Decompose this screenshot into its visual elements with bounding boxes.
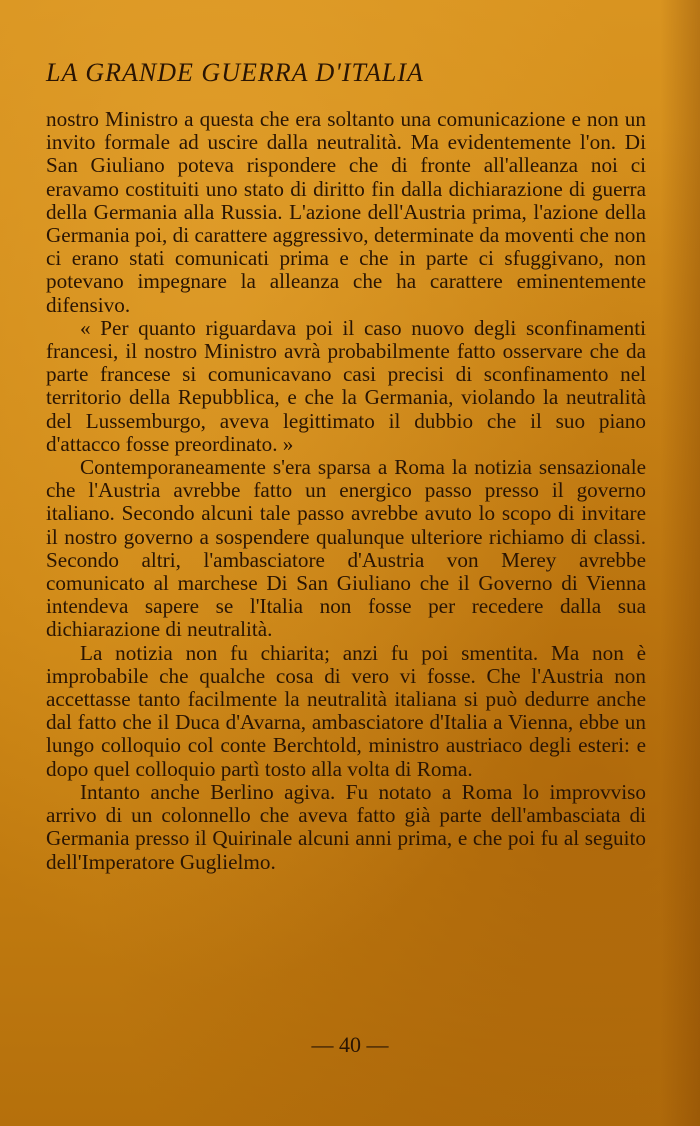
page-edge-shadow bbox=[660, 0, 700, 1126]
paragraph-2: « Per quanto riguardava poi il caso nuovo degli sconfinamenti francesi, il nostro Ministro avrà probabilmente fatto osservare che da parte francese si comunicavano casi precisi di sconfinamento nel territorio della Repubblica, e che la Germania, violando la neutralità del Lussemburgo, aveva legittimato il dubbio che il suo piano d'attacco fosse preordinato. » bbox=[46, 315, 646, 456]
paragraph-5: Intanto anche Berlino agiva. Fu notato a Roma lo improvviso arrivo di un colonnello che aveva fatto già parte dell'ambasciata di Germania presso il Quirinale alcuni anni prima, e che poi fu al seguito dell'Imperatore Guglielmo. bbox=[46, 779, 646, 874]
paragraph-1: nostro Ministro a questa che era soltanto una comunicazione e non un invito formale ad uscire dalla neutralità. Ma evidentemente l'on. Di San Giuliano poteva rispondere che di fronte all'alleanza noi ci eravamo costituiti uno stato di diritto fin dalla dichiarazione di guerra della Germania alla Russia. L'azione dell'Austria prima, l'azione della Germania poi, di carattere aggressivo, determinate da moventi che non ci erano stati comunicati prima e che in parte ci sfuggivano, non potevano impegnare la alleanza che ha carattere eminentemente difensivo. bbox=[46, 107, 646, 317]
paragraph-4: La notizia non fu chiarita; anzi fu poi smentita. Ma non è improbabile che qualche cosa di vero vi fosse. Che l'Austria non accettasse tanto facilmente la neutralità italiana si può dedurre anche dal fatto che il Duca d'Avarna, ambasciatore d'Italia a Vienna, ebbe un lungo colloquio col conte Berchtold, ministro austriaco degli esteri: e dopo quel colloquio partì tosto alla volta di Roma. bbox=[46, 640, 646, 781]
paragraph-3: Contemporaneamente s'era sparsa a Roma la notizia sensazionale che l'Austria avrebbe fatto un energico passo presso il governo italiano. Secondo alcuni tale passo avrebbe avuto lo scopo di invitare il nostro governo a sospendere qualunque ulteriore richiamo di classi. Secondo altri, l'ambasciatore d'Austria von Merey avrebbe comunicato al marchese Di San Giuliano che il Governo di Vienna intendeva sapere se l'Italia non fosse per recedere dalla sua dichiarazione di neutralità. bbox=[46, 455, 646, 642]
running-head: LA GRANDE GUERRA D'ITALIA bbox=[46, 58, 424, 87]
body-text bbox=[46, 108, 646, 874]
page-number: — 40 — bbox=[311, 1032, 389, 1057]
